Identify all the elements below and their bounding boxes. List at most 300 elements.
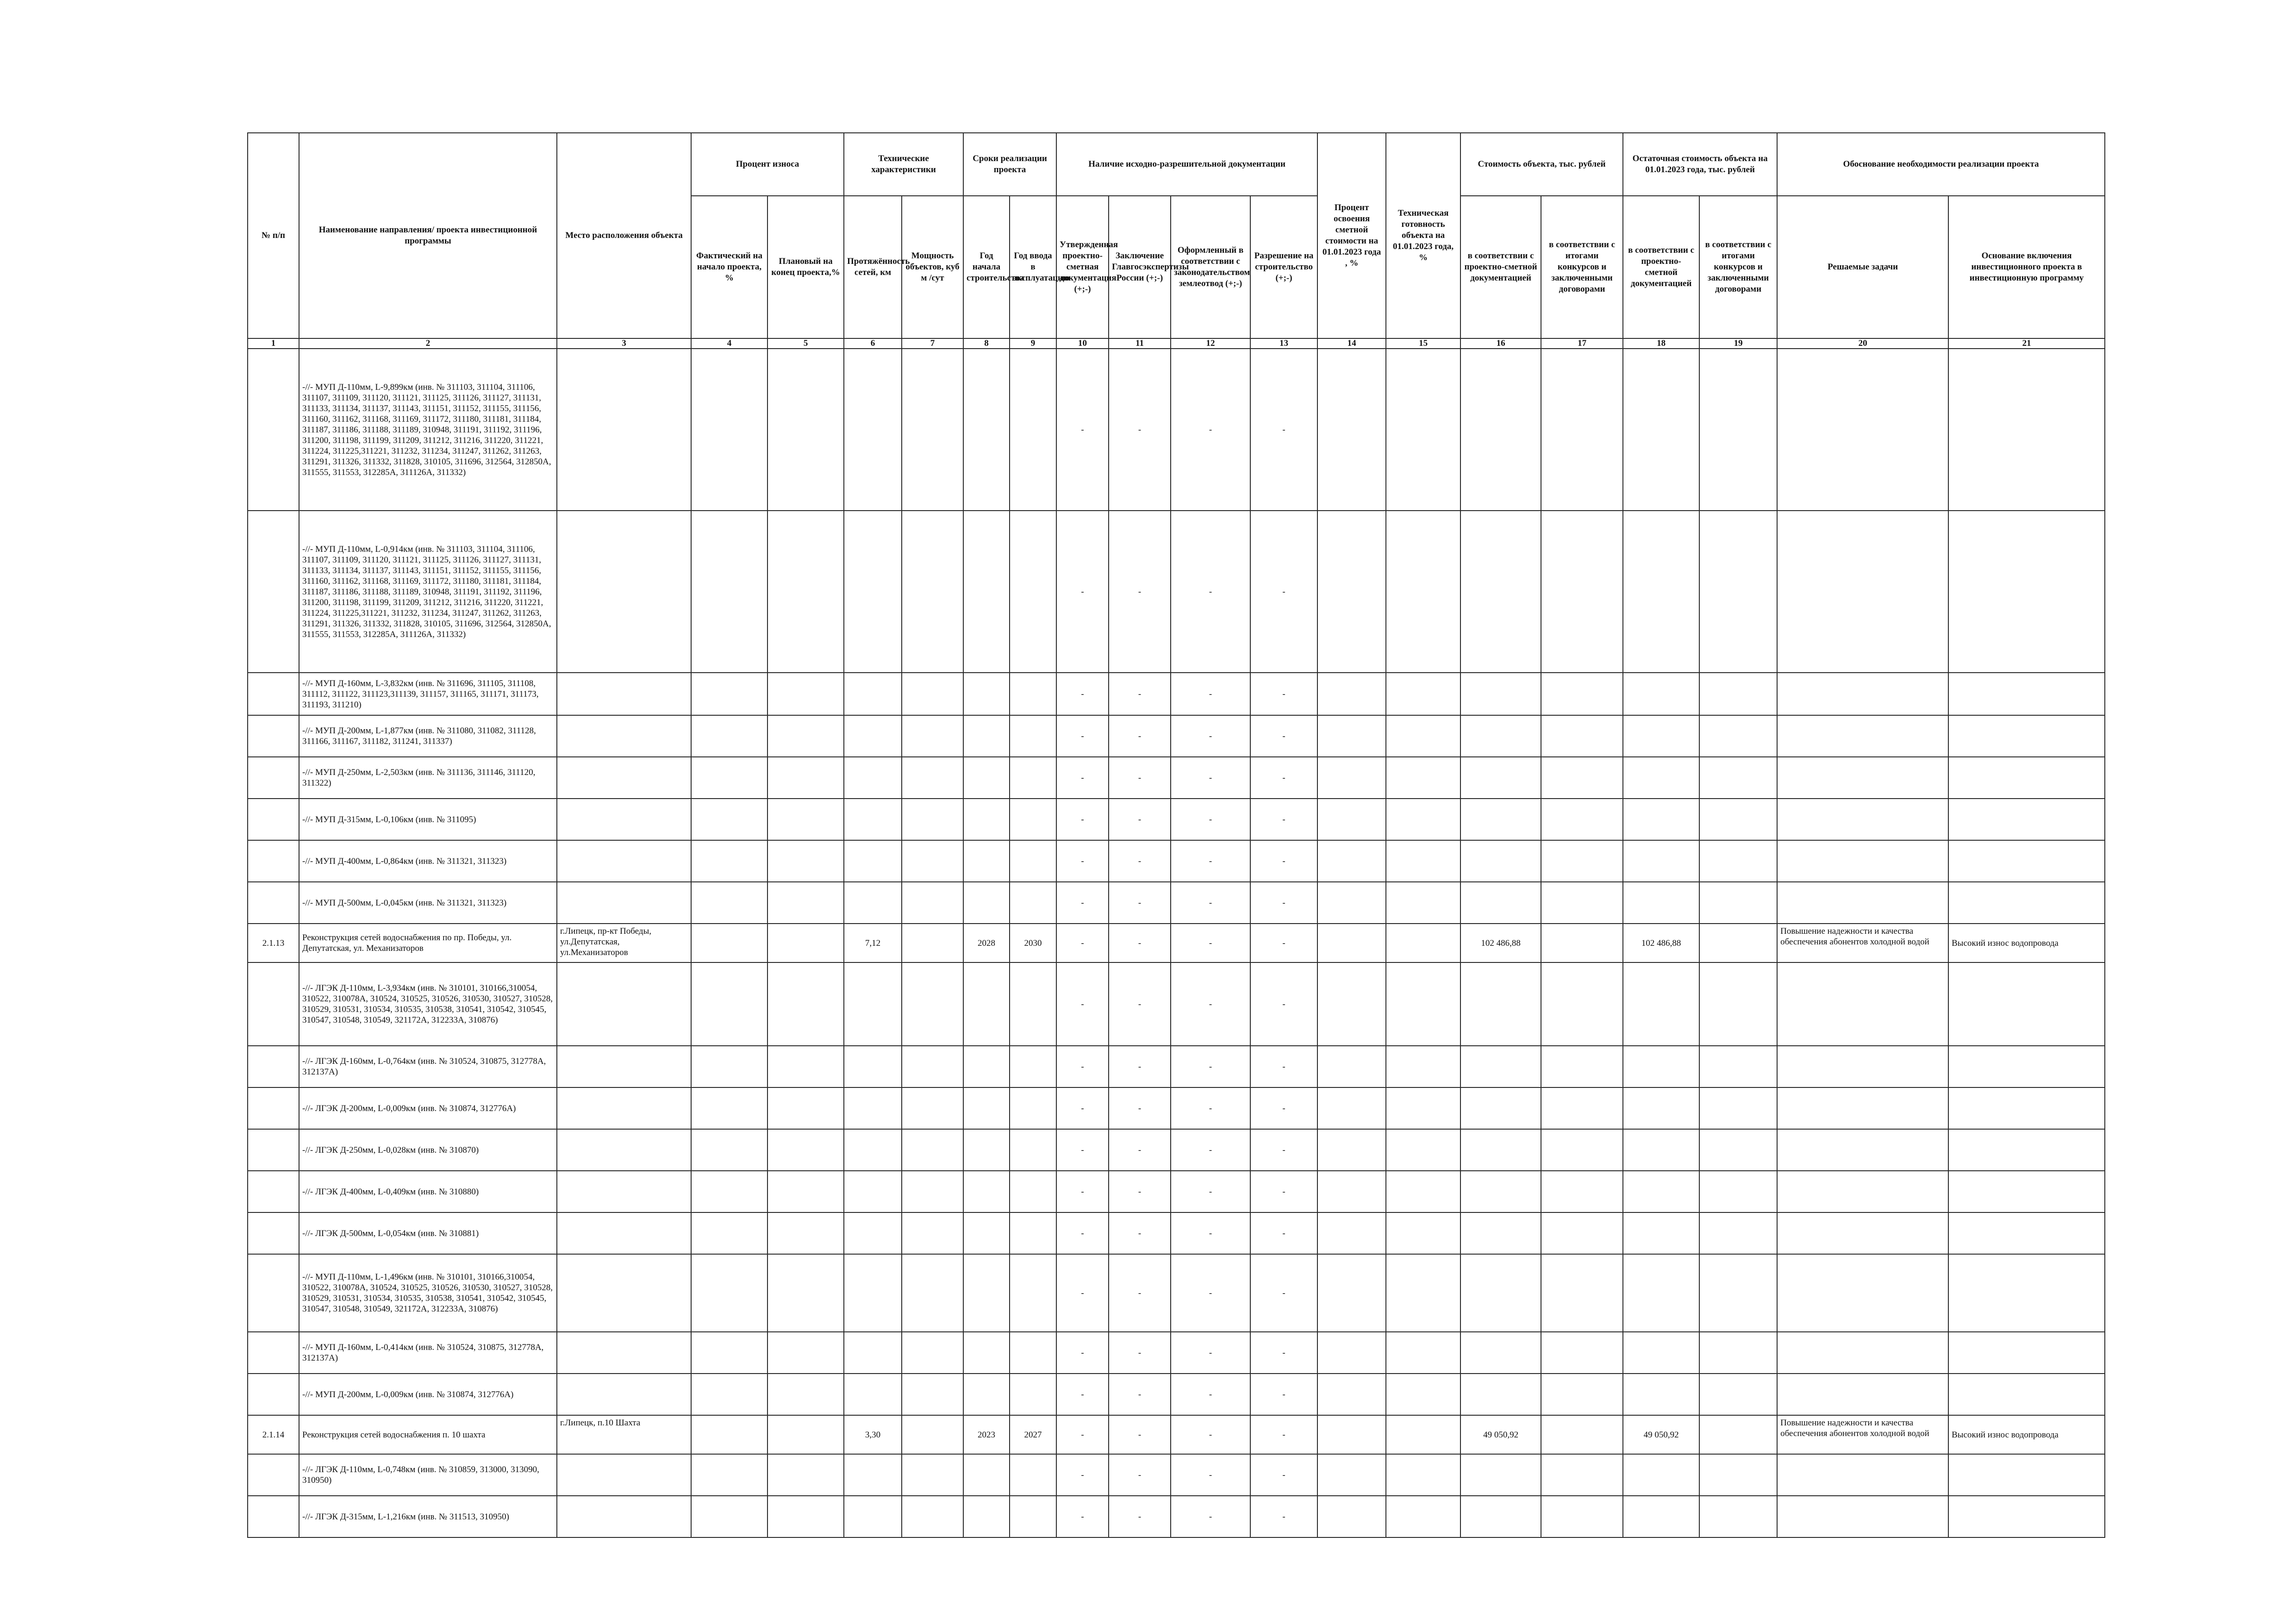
- row-cost-contracts: [1541, 673, 1623, 715]
- row-cost-psd: [1460, 1129, 1541, 1171]
- table-row: [248, 1374, 2105, 1415]
- row-end-year: [1010, 673, 1056, 715]
- table-row: [248, 673, 2105, 715]
- row-length: [844, 882, 902, 924]
- row-percent-mastered: [1317, 1087, 1386, 1129]
- row-start-year: [963, 882, 1010, 924]
- row-cost-psd: [1460, 1254, 1541, 1332]
- header-residual-psd: в соответствии с проектно-сметной документацией: [1623, 196, 1699, 338]
- row-tech-readiness: [1386, 349, 1460, 511]
- row-residual-contracts: [1699, 1415, 1777, 1454]
- header-terms-start: Год начала строительства: [963, 196, 1010, 338]
- investment-program-table: [247, 132, 2105, 1538]
- row-capacity: [902, 349, 963, 511]
- row-docs-land: -: [1171, 1046, 1250, 1087]
- table-row: [248, 924, 2105, 962]
- row-tech-readiness: [1386, 1129, 1460, 1171]
- row-docs-expertise: -: [1109, 757, 1171, 799]
- row-wear-plan: [767, 673, 844, 715]
- row-wear-plan: [767, 1374, 844, 1415]
- row-docs-expertise: -: [1109, 1374, 1171, 1415]
- row-start-year: [963, 673, 1010, 715]
- row-cost-contracts: [1541, 1129, 1623, 1171]
- row-docs-land: -: [1171, 1212, 1250, 1254]
- header-tech-capacity: Мощность объектов, куб м /сут: [902, 196, 963, 338]
- row-docs-expertise: -: [1109, 1332, 1171, 1374]
- header-tech-group: Технические характеристики: [844, 133, 963, 196]
- row-residual-psd: [1623, 1374, 1699, 1415]
- row-task: [1777, 1087, 1948, 1129]
- row-cost-contracts: [1541, 1046, 1623, 1087]
- row-cost-contracts: [1541, 924, 1623, 962]
- row-basis: [1948, 1496, 2105, 1537]
- row-name: -//- МУП Д-250мм, L-2,503км (инв. № 311136, 311146, 311120, 311322): [299, 757, 557, 799]
- row-percent-mastered: [1317, 757, 1386, 799]
- row-cost-psd: [1460, 715, 1541, 757]
- column-number: 13: [1250, 338, 1317, 349]
- row-start-year: [963, 715, 1010, 757]
- row-task: [1777, 1046, 1948, 1087]
- column-number: 21: [1948, 338, 2105, 349]
- row-cost-psd: 102 486,88: [1460, 924, 1541, 962]
- row-start-year: [963, 511, 1010, 673]
- row-number: [248, 1254, 299, 1332]
- row-length: [844, 1454, 902, 1496]
- row-end-year: [1010, 799, 1056, 840]
- row-cost-contracts: [1541, 1496, 1623, 1537]
- row-docs-land: -: [1171, 1374, 1250, 1415]
- row-number: [248, 511, 299, 673]
- row-residual-psd: [1623, 962, 1699, 1046]
- table-row: [248, 1087, 2105, 1129]
- row-start-year: [963, 962, 1010, 1046]
- row-start-year: [963, 1332, 1010, 1374]
- row-place: г.Липецк, п.10 Шахта: [557, 1415, 691, 1454]
- column-number: 4: [691, 338, 767, 349]
- row-number: [248, 1171, 299, 1212]
- row-basis: [1948, 1454, 2105, 1496]
- row-name: -//- ЛГЭК Д-315мм, L-1,216км (инв. № 311513, 310950): [299, 1496, 557, 1537]
- row-docs-permit: -: [1250, 1087, 1317, 1129]
- row-task: [1777, 882, 1948, 924]
- row-docs-expertise: -: [1109, 349, 1171, 511]
- row-residual-psd: 102 486,88: [1623, 924, 1699, 962]
- row-docs-land: -: [1171, 511, 1250, 673]
- row-place: [557, 349, 691, 511]
- row-task: [1777, 840, 1948, 882]
- row-docs-permit: -: [1250, 1254, 1317, 1332]
- row-name: -//- ЛГЭК Д-400мм, L-0,409км (инв. № 310880): [299, 1171, 557, 1212]
- row-wear-plan: [767, 1129, 844, 1171]
- row-task: [1777, 757, 1948, 799]
- row-residual-contracts: [1699, 799, 1777, 840]
- row-wear-actual: [691, 1454, 767, 1496]
- row-end-year: [1010, 1332, 1056, 1374]
- row-length: [844, 1171, 902, 1212]
- row-end-year: [1010, 1129, 1056, 1171]
- row-residual-psd: [1623, 1087, 1699, 1129]
- row-docs-approved: -: [1056, 1171, 1109, 1212]
- row-task: [1777, 799, 1948, 840]
- table-row: [248, 1454, 2105, 1496]
- row-tech-readiness: [1386, 673, 1460, 715]
- row-basis: [1948, 840, 2105, 882]
- row-name: -//- ЛГЭК Д-110мм, L-3,934км (инв. № 310101, 310166,310054, 310522, 310078А, 310524, 310525, 310526, 310530, 310527, 310528, 310529, 310531, 310534, 310535, 310538, 310541, 310542, 310545, 310547, 310548, 310549, 321172А, 312233А, 310876): [299, 962, 557, 1046]
- row-name: -//- МУП Д-400мм, L-0,864км (инв. № 311321, 311323): [299, 840, 557, 882]
- row-wear-plan: [767, 924, 844, 962]
- column-number: 15: [1386, 338, 1460, 349]
- row-capacity: [902, 1374, 963, 1415]
- row-docs-expertise: -: [1109, 1415, 1171, 1454]
- row-docs-land: -: [1171, 757, 1250, 799]
- row-residual-contracts: [1699, 1087, 1777, 1129]
- row-number: [248, 1496, 299, 1537]
- row-docs-approved: -: [1056, 715, 1109, 757]
- row-docs-approved: -: [1056, 882, 1109, 924]
- row-end-year: [1010, 715, 1056, 757]
- row-percent-mastered: [1317, 673, 1386, 715]
- header-tech-readiness: Техническая готовность объекта на 01.01.2023 года, %: [1386, 133, 1460, 338]
- row-tech-readiness: [1386, 757, 1460, 799]
- row-wear-plan: [767, 840, 844, 882]
- row-residual-contracts: [1699, 840, 1777, 882]
- row-end-year: [1010, 1374, 1056, 1415]
- row-wear-actual: [691, 882, 767, 924]
- row-docs-land: -: [1171, 1087, 1250, 1129]
- row-docs-land: -: [1171, 1415, 1250, 1454]
- row-length: [844, 349, 902, 511]
- row-length: [844, 511, 902, 673]
- row-wear-plan: [767, 715, 844, 757]
- row-number: [248, 1046, 299, 1087]
- row-cost-psd: [1460, 1171, 1541, 1212]
- row-length: [844, 1374, 902, 1415]
- row-cost-contracts: [1541, 1374, 1623, 1415]
- row-docs-permit: -: [1250, 1496, 1317, 1537]
- row-residual-psd: [1623, 799, 1699, 840]
- row-end-year: [1010, 1254, 1056, 1332]
- row-end-year: [1010, 757, 1056, 799]
- row-docs-permit: -: [1250, 757, 1317, 799]
- row-residual-contracts: [1699, 924, 1777, 962]
- column-number: 10: [1056, 338, 1109, 349]
- row-capacity: [902, 1171, 963, 1212]
- row-cost-contracts: [1541, 882, 1623, 924]
- row-wear-plan: [767, 962, 844, 1046]
- row-wear-actual: [691, 840, 767, 882]
- row-percent-mastered: [1317, 799, 1386, 840]
- row-place: [557, 673, 691, 715]
- row-percent-mastered: [1317, 715, 1386, 757]
- row-residual-psd: [1623, 840, 1699, 882]
- column-number: 18: [1623, 338, 1699, 349]
- row-docs-permit: -: [1250, 673, 1317, 715]
- header-wear-plan: Плановый на конец проекта,%: [767, 196, 844, 338]
- row-start-year: [963, 349, 1010, 511]
- row-cost-contracts: [1541, 840, 1623, 882]
- row-capacity: [902, 715, 963, 757]
- row-basis: [1948, 349, 2105, 511]
- row-docs-approved: -: [1056, 840, 1109, 882]
- row-docs-permit: -: [1250, 1415, 1317, 1454]
- row-task: [1777, 1171, 1948, 1212]
- column-number: 19: [1699, 338, 1777, 349]
- row-start-year: [963, 757, 1010, 799]
- header-percent-mastered: Процент освоения сметной стоимости на 01.01.2023 года , %: [1317, 133, 1386, 338]
- row-tech-readiness: [1386, 1454, 1460, 1496]
- row-place: [557, 1212, 691, 1254]
- row-wear-actual: [691, 757, 767, 799]
- header-docs-permit: Разрешение на строительство (+;-): [1250, 196, 1317, 338]
- row-task: Повышение надежности и качества обеспечения абонентов холодной водой: [1777, 924, 1948, 962]
- row-cost-contracts: [1541, 1212, 1623, 1254]
- column-number: 11: [1109, 338, 1171, 349]
- row-start-year: [963, 1496, 1010, 1537]
- row-wear-actual: [691, 1332, 767, 1374]
- table-row: [248, 840, 2105, 882]
- row-place: [557, 1496, 691, 1537]
- row-task: [1777, 1374, 1948, 1415]
- table-header: [248, 133, 2105, 349]
- header-cost-group: Стоимость объекта, тыс. рублей: [1460, 133, 1623, 196]
- row-residual-psd: [1623, 715, 1699, 757]
- row-wear-plan: [767, 1332, 844, 1374]
- row-number: 2.1.13: [248, 924, 299, 962]
- row-residual-contracts: [1699, 1212, 1777, 1254]
- row-number: [248, 1454, 299, 1496]
- row-end-year: [1010, 1496, 1056, 1537]
- row-task: [1777, 1129, 1948, 1171]
- column-number: 9: [1010, 338, 1056, 349]
- row-place: [557, 1254, 691, 1332]
- row-wear-actual: [691, 924, 767, 962]
- row-cost-contracts: [1541, 1454, 1623, 1496]
- document-page: [247, 132, 2104, 1529]
- row-tech-readiness: [1386, 1496, 1460, 1537]
- row-wear-plan: [767, 1454, 844, 1496]
- row-docs-land: -: [1171, 1332, 1250, 1374]
- row-percent-mastered: [1317, 511, 1386, 673]
- row-docs-approved: -: [1056, 1254, 1109, 1332]
- row-basis: [1948, 1254, 2105, 1332]
- table-row: [248, 1212, 2105, 1254]
- row-docs-approved: -: [1056, 924, 1109, 962]
- row-docs-permit: -: [1250, 1171, 1317, 1212]
- row-number: [248, 349, 299, 511]
- row-wear-plan: [767, 1212, 844, 1254]
- row-wear-actual: [691, 1496, 767, 1537]
- column-number: 3: [557, 338, 691, 349]
- row-wear-actual: [691, 715, 767, 757]
- row-cost-contracts: [1541, 1332, 1623, 1374]
- column-number: 7: [902, 338, 963, 349]
- row-tech-readiness: [1386, 1374, 1460, 1415]
- row-docs-approved: -: [1056, 1496, 1109, 1537]
- row-docs-land: -: [1171, 715, 1250, 757]
- row-docs-expertise: -: [1109, 1046, 1171, 1087]
- row-percent-mastered: [1317, 1374, 1386, 1415]
- row-name: Реконструкция сетей водоснабжения п. 10 шахта: [299, 1415, 557, 1454]
- row-end-year: [1010, 1046, 1056, 1087]
- header-justify-group: Обоснование необходимости реализации проекта: [1777, 133, 2105, 196]
- row-residual-contracts: [1699, 511, 1777, 673]
- row-basis: [1948, 1129, 2105, 1171]
- row-basis: [1948, 757, 2105, 799]
- row-cost-contracts: [1541, 1415, 1623, 1454]
- row-percent-mastered: [1317, 924, 1386, 962]
- row-tech-readiness: [1386, 1254, 1460, 1332]
- row-number: [248, 673, 299, 715]
- row-residual-psd: [1623, 511, 1699, 673]
- row-tech-readiness: [1386, 715, 1460, 757]
- row-end-year: [1010, 1454, 1056, 1496]
- row-percent-mastered: [1317, 349, 1386, 511]
- column-number: 12: [1171, 338, 1250, 349]
- row-task: [1777, 511, 1948, 673]
- row-name: -//- МУП Д-160мм, L-3,832км (инв. № 311696, 311105, 311108, 311112, 311122, 311123,311139, 311157, 311165, 311171, 311173, 311193, 311210): [299, 673, 557, 715]
- row-tech-readiness: [1386, 1087, 1460, 1129]
- row-docs-expertise: -: [1109, 1171, 1171, 1212]
- table-body: [248, 349, 2105, 1537]
- row-name: -//- МУП Д-110мм, L-1,496км (инв. № 310101, 310166,310054, 310522, 310078А, 310524, 310525, 310526, 310530, 310527, 310528, 310529, 310531, 310534, 310535, 310538, 310541, 310542, 310545, 310547, 310548, 310549, 321172А, 312233А, 310876): [299, 1254, 557, 1332]
- row-place: [557, 1046, 691, 1087]
- row-basis: [1948, 1046, 2105, 1087]
- row-residual-contracts: [1699, 1046, 1777, 1087]
- header-residual-contracts: в соответствии с итогами конкурсов и заключенными договорами: [1699, 196, 1777, 338]
- row-place: [557, 1332, 691, 1374]
- row-number: [248, 882, 299, 924]
- row-basis: [1948, 1087, 2105, 1129]
- row-start-year: [963, 1129, 1010, 1171]
- row-capacity: [902, 1212, 963, 1254]
- row-docs-land: -: [1171, 1129, 1250, 1171]
- row-docs-permit: -: [1250, 962, 1317, 1046]
- row-number: [248, 1212, 299, 1254]
- row-end-year: [1010, 882, 1056, 924]
- row-residual-psd: [1623, 1129, 1699, 1171]
- row-length: [844, 715, 902, 757]
- row-name: -//- МУП Д-110мм, L-9,899км (инв. № 311103, 311104, 311106, 311107, 311109, 311120, 311121, 311125, 311126, 311127, 311131, 311133, 311134, 311137, 311143, 311151, 311152, 311155, 311156, 311160, 311162, 311168, 311169, 311172, 311180, 311181, 311184, 311187, 311186, 311188, 311189, 310948, 311191, 311192, 311196, 311200, 311198, 311199, 311209, 311212, 311216, 311220, 311221, 311224, 311225,311221, 311232, 311234, 311247, 311262, 311263, 311291, 311326, 311332, 311828, 310105, 311696, 312564, 312850А, 311555, 311553, 312285А, 311126А, 311332): [299, 349, 557, 511]
- row-basis: [1948, 715, 2105, 757]
- row-name: -//- ЛГЭК Д-200мм, L-0,009км (инв. № 310874, 312776А): [299, 1087, 557, 1129]
- row-docs-expertise: -: [1109, 924, 1171, 962]
- row-name: -//- МУП Д-110мм, L-0,914км (инв. № 311103, 311104, 311106, 311107, 311109, 311120, 311121, 311125, 311126, 311127, 311131, 311133, 311134, 311137, 311143, 311151, 311152, 311155, 311156, 311160, 311162, 311168, 311169, 311172, 311180, 311181, 311184, 311187, 311186, 311188, 311189, 310948, 311191, 311192, 311196, 311200, 311198, 311199, 311209, 311212, 311216, 311220, 311221, 311224, 311225,311221, 311232, 311234, 311247, 311262, 311263, 311291, 311326, 311332, 311828, 310105, 311696, 312564, 312850А, 311555, 311553, 312285А, 311126А, 311332): [299, 511, 557, 673]
- row-task: [1777, 715, 1948, 757]
- row-basis: [1948, 1332, 2105, 1374]
- row-cost-psd: [1460, 673, 1541, 715]
- row-tech-readiness: [1386, 1332, 1460, 1374]
- row-length: [844, 1129, 902, 1171]
- row-name: -//- ЛГЭК Д-160мм, L-0,764км (инв. № 310524, 310875, 312778А, 312137А): [299, 1046, 557, 1087]
- row-name: -//- ЛГЭК Д-250мм, L-0,028км (инв. № 310870): [299, 1129, 557, 1171]
- header-num: № п/п: [248, 133, 299, 338]
- row-place: [557, 1129, 691, 1171]
- row-docs-permit: -: [1250, 1454, 1317, 1496]
- row-place: [557, 882, 691, 924]
- row-cost-contracts: [1541, 1254, 1623, 1332]
- row-start-year: [963, 1046, 1010, 1087]
- row-wear-actual: [691, 1087, 767, 1129]
- row-task: [1777, 1332, 1948, 1374]
- row-task: Повышение надежности и качества обеспечения абонентов холодной водой: [1777, 1415, 1948, 1454]
- row-residual-contracts: [1699, 673, 1777, 715]
- row-capacity: [902, 1087, 963, 1129]
- row-place: [557, 1374, 691, 1415]
- column-number: 14: [1317, 338, 1386, 349]
- table-row: [248, 1415, 2105, 1454]
- row-cost-psd: [1460, 882, 1541, 924]
- row-docs-land: -: [1171, 1496, 1250, 1537]
- row-start-year: [963, 1087, 1010, 1129]
- row-docs-expertise: -: [1109, 1129, 1171, 1171]
- row-wear-actual: [691, 349, 767, 511]
- row-task: [1777, 1454, 1948, 1496]
- row-place: [557, 757, 691, 799]
- row-length: 3,30: [844, 1415, 902, 1454]
- row-residual-contracts: [1699, 1374, 1777, 1415]
- row-name: -//- ЛГЭК Д-110мм, L-0,748км (инв. № 310859, 313000, 313090, 310950): [299, 1454, 557, 1496]
- row-name: -//- МУП Д-160мм, L-0,414км (инв. № 310524, 310875, 312778А, 312137А): [299, 1332, 557, 1374]
- row-docs-land: -: [1171, 840, 1250, 882]
- row-length: [844, 840, 902, 882]
- row-docs-permit: -: [1250, 1374, 1317, 1415]
- row-end-year: 2030: [1010, 924, 1056, 962]
- row-residual-psd: 49 050,92: [1623, 1415, 1699, 1454]
- table-row: [248, 349, 2105, 511]
- row-basis: Высокий износ водопровода: [1948, 924, 2105, 962]
- row-residual-contracts: [1699, 1454, 1777, 1496]
- row-wear-actual: [691, 1374, 767, 1415]
- table-row: [248, 799, 2105, 840]
- header-place: Место расположения объекта: [557, 133, 691, 338]
- row-wear-actual: [691, 1212, 767, 1254]
- row-tech-readiness: [1386, 1171, 1460, 1212]
- row-cost-psd: [1460, 349, 1541, 511]
- table-row: [248, 1129, 2105, 1171]
- column-number: 16: [1460, 338, 1541, 349]
- row-length: [844, 1332, 902, 1374]
- row-task: [1777, 1254, 1948, 1332]
- row-docs-approved: -: [1056, 1212, 1109, 1254]
- row-end-year: [1010, 1212, 1056, 1254]
- row-wear-plan: [767, 511, 844, 673]
- row-capacity: [902, 1332, 963, 1374]
- row-docs-expertise: -: [1109, 1496, 1171, 1537]
- row-docs-permit: -: [1250, 1046, 1317, 1087]
- row-number: [248, 1129, 299, 1171]
- row-cost-contracts: [1541, 799, 1623, 840]
- row-wear-plan: [767, 1496, 844, 1537]
- row-capacity: [902, 1454, 963, 1496]
- header-residual-group: Остаточная стоимость объекта на 01.01.2023 года, тыс. рублей: [1623, 133, 1777, 196]
- header-justify-basis: Основание включения инвестиционного проекта в инвестиционную программу: [1948, 196, 2105, 338]
- row-end-year: [1010, 1087, 1056, 1129]
- table-row: [248, 1046, 2105, 1087]
- row-length: [844, 799, 902, 840]
- row-wear-plan: [767, 1046, 844, 1087]
- row-end-year: [1010, 1171, 1056, 1212]
- row-capacity: [902, 1415, 963, 1454]
- row-tech-readiness: [1386, 799, 1460, 840]
- row-docs-expertise: -: [1109, 840, 1171, 882]
- row-docs-permit: -: [1250, 715, 1317, 757]
- row-cost-contracts: [1541, 962, 1623, 1046]
- header-wear-group: Процент износа: [691, 133, 844, 196]
- table-row: [248, 757, 2105, 799]
- row-docs-approved: -: [1056, 799, 1109, 840]
- row-basis: [1948, 799, 2105, 840]
- row-docs-expertise: -: [1109, 673, 1171, 715]
